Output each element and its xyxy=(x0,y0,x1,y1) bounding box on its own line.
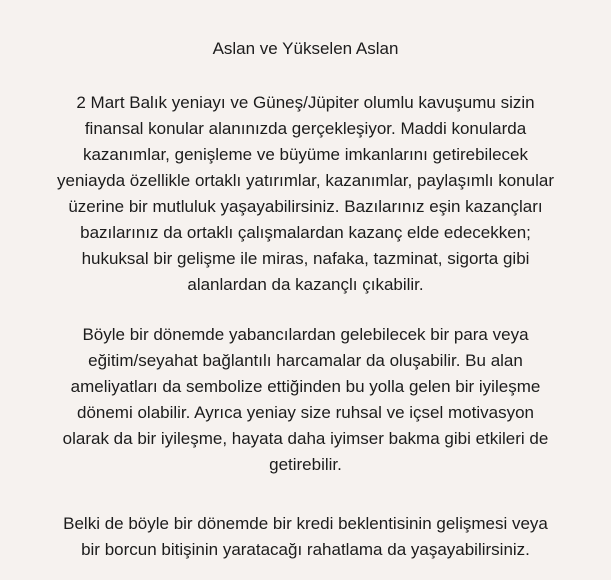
paragraph-line: üzerine bir mutluluk yaşayabilirsiniz. Bazılarınız eşin kazançları xyxy=(68,197,543,216)
paragraph-foreign-income xyxy=(0,322,611,478)
paragraph-line: Böyle bir dönemde yabancılardan gelebilecek bir para veya xyxy=(82,325,529,344)
paragraph-line: ameliyatları da sembolize ettiğinden bu yolla gelen bir iyileşme xyxy=(70,377,541,396)
paragraph-line: bir borcun bitişinin yaratacağı rahatlama da yaşayabilirsiniz. xyxy=(81,540,530,559)
paragraph-line: kazanımlar, genişleme ve büyüme imkanlarını getirebilecek xyxy=(82,145,529,164)
page-title: Aslan ve Yükselen Aslan xyxy=(212,39,399,58)
paragraph-line: yeniayda özellikle ortaklı yatırımlar, kazanımlar, paylaşımlı konular xyxy=(57,171,554,190)
paragraph-debt-relief xyxy=(0,511,611,563)
paragraph-line: olarak da bir iyileşme, hayata daha iyimser bakma gibi etkileri de xyxy=(62,429,549,448)
paragraph-line: getirebilir. xyxy=(269,455,342,474)
paragraph-line: Belki de böyle bir dönemde bir kredi beklentisinin gelişmesi veya xyxy=(63,514,548,533)
paragraph-line: finansal konular alanınızda gerçekleşiyor. Maddi konularda xyxy=(84,119,527,138)
paragraph-line: alanlardan da kazançlı çıkabilir. xyxy=(187,275,424,294)
paragraph-financial-gains xyxy=(0,90,611,298)
paragraph-line: hukuksal bir gelişme ile miras, nafaka, tazminat, sigorta gibi xyxy=(81,249,530,268)
paragraph-line: bazılarınız da ortaklı çalışmalardan kazanç elde edecekken; xyxy=(80,223,531,242)
paragraph-line: dönemi olabilir. Ayrıca yeniay size ruhsal ve içsel motivasyon xyxy=(76,403,534,422)
paragraph-line: eğitim/seyahat bağlantılı harcamalar da oluşabilir. Bu alan xyxy=(88,351,523,370)
paragraph-line: 2 Mart Balık yeniayı ve Güneş/Jüpiter olumlu kavuşumu sizin xyxy=(76,93,535,112)
